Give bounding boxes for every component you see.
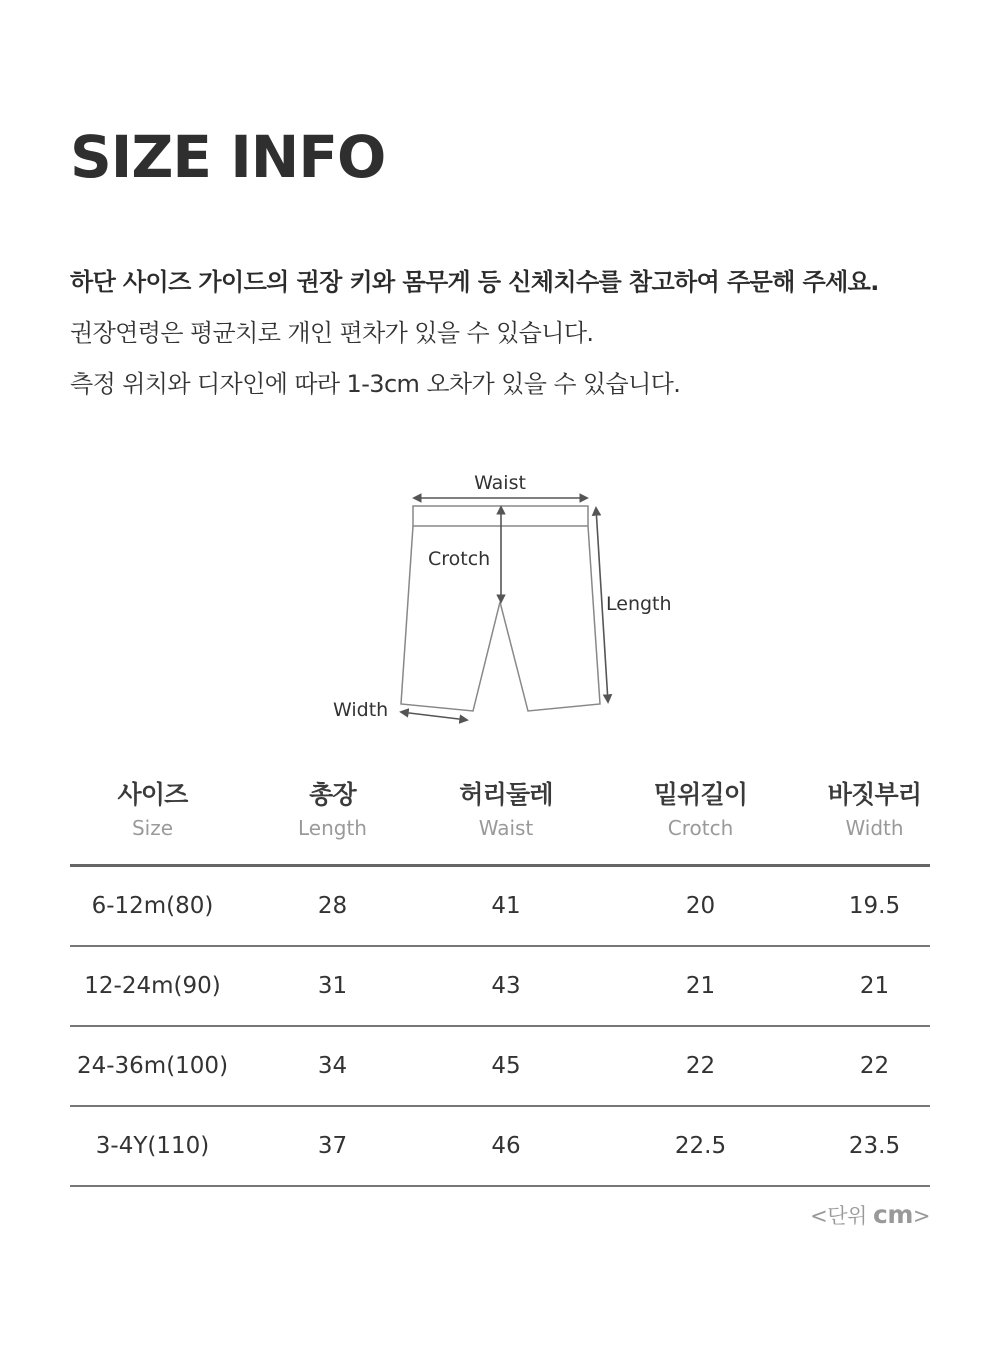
cell-length: 37 [235,1106,430,1186]
header-waist-ko: 허리둘레 [459,780,553,809]
cell-size: 3-4Y(110) [70,1106,235,1186]
size-guide-notes [70,257,879,410]
header-crotch-en: Crotch [667,816,734,840]
header-length [235,776,430,866]
waist-label: Waist [474,472,526,494]
cell-size: 6-12m(80) [70,866,235,947]
cell-length: 28 [235,866,430,947]
cell-length: 31 [235,946,430,1026]
unit-suffix: > [912,1204,930,1228]
width-arrow [401,712,467,720]
unit-note [810,1200,930,1230]
header-length-ko: 총장 [309,780,356,809]
size-table [70,776,930,1187]
note-1: 하단 사이즈 가이드의 권장 키와 몸무게 등 신체치수를 참고하여 주문해 주세요. [70,268,879,296]
note-2: 권장연령은 평균치로 개인 편차가 있을 수 있습니다. [70,319,594,347]
cell-crotch: 21 [582,946,819,1026]
header-waist [430,776,582,866]
page-title: SIZE INFO [70,123,386,191]
table-row [70,1106,930,1186]
header-crotch [582,776,819,866]
header-size-ko: 사이즈 [117,780,188,809]
crotch-label: Crotch [428,548,491,570]
header-size [70,776,235,866]
size-table-header [70,776,930,866]
cell-size: 24-36m(100) [70,1026,235,1106]
header-width-en: Width [845,816,904,840]
cell-crotch: 22.5 [582,1106,819,1186]
cell-waist: 43 [430,946,582,1026]
cell-waist: 46 [430,1106,582,1186]
table-row [70,866,930,947]
cell-waist: 45 [430,1026,582,1106]
cell-crotch: 22 [582,1026,819,1106]
header-size-en: Size [131,816,174,840]
header-width [819,776,930,866]
pants-measurement-diagram [320,462,700,738]
cell-size: 12-24m(90) [70,946,235,1026]
cell-length: 34 [235,1026,430,1106]
cell-crotch: 20 [582,866,819,947]
header-crotch-ko: 밑위길이 [653,780,748,809]
unit-prefix: <단위 [810,1204,874,1228]
length-label: Length [606,593,672,615]
cell-width: 22 [819,1026,930,1106]
table-row [70,1026,930,1106]
header-width-ko: 바짓부리 [827,780,922,809]
cell-width: 21 [819,946,930,1026]
header-length-en: Length [298,816,367,840]
table-row [70,946,930,1026]
width-label: Width [333,699,389,721]
cell-waist: 41 [430,866,582,947]
cell-width: 23.5 [819,1106,930,1186]
note-3: 측정 위치와 디자인에 따라 1-3cm 오차가 있을 수 있습니다. [70,370,681,398]
unit-value: cm [873,1200,913,1229]
header-waist-en: Waist [478,816,534,840]
cell-width: 19.5 [819,866,930,947]
